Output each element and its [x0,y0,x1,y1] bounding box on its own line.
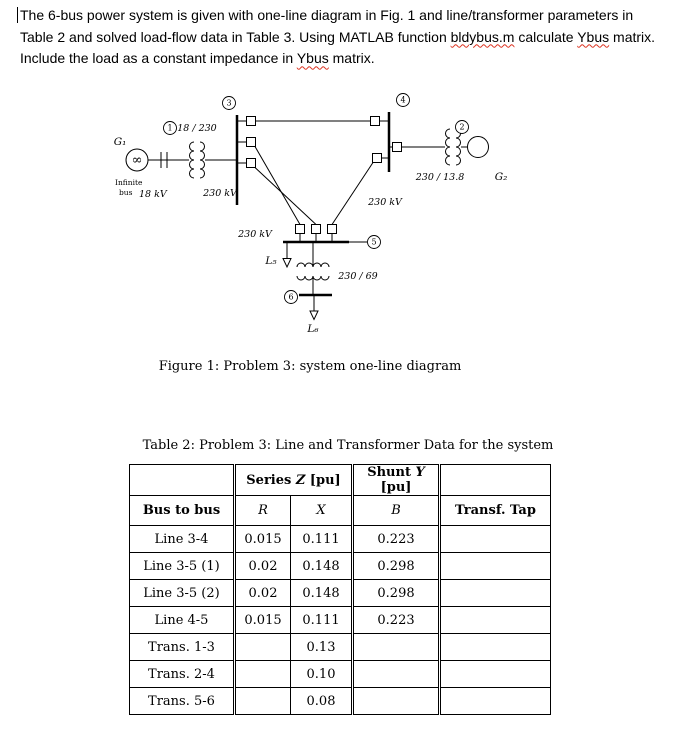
breaker-square [312,225,321,234]
statement-text: calculate [514,28,578,45]
misspelled-word: Ybus [577,28,610,45]
bus2-number: 2 [459,122,465,132]
transformer-5-6-ratio: 230 / 69 [338,271,378,282]
cell-branch: Line 4-5 [130,607,235,634]
cell-x: 0.10 [291,661,353,688]
figure-caption: Figure 1: Problem 3: system one-line diagram [158,359,462,374]
statement-text: The 6-bus power system is given with one-line diagram in Fig. 1 and line/transformer parameters in [20,7,634,23]
cell-x: 0.111 [291,526,353,553]
table-group-header-row [130,465,551,496]
breaker-square [247,159,256,168]
breaker-square [393,143,402,152]
table-column-header-row [130,496,551,526]
cell-r: 0.02 [235,580,291,607]
voltage-label-230kv-bus4: 230 kV [368,197,402,208]
transformer-2-4-ratio: 230 / 13.8 [415,172,465,183]
text-cursor [17,7,18,23]
cell-b: 0.298 [353,553,440,580]
transf-tap-header: Transf. Tap [440,496,551,526]
cell-r: 0.015 [235,607,291,634]
cell-b: 0.223 [353,607,440,634]
blank-cell [130,465,235,496]
cell-tap [440,526,551,553]
transformer-2-4-coil-left [446,129,450,165]
cell-tap [440,607,551,634]
cell-tap [440,553,551,580]
breaker-square [373,154,382,163]
g1-label: G₁ [113,136,127,148]
voltage-label-230kv-bus3: 230 kV [203,188,237,199]
cell-branch: Trans. 5-6 [130,688,235,715]
voltage-label-18kv: 18 kV [139,189,167,200]
statement-text: Table 2 and solved load-flow data in Table 3. Using MATLAB function [20,28,451,45]
bus4-number: 4 [400,95,406,105]
cell-b [353,688,440,715]
transformer-1-3-coil-right [200,142,205,178]
cell-x: 0.13 [291,634,353,661]
table-row [130,526,551,553]
statement-line-2 [20,27,692,49]
voltage-label-230kv-bus5: 230 kV [238,229,272,240]
x-header: X [291,496,353,526]
transformer-1-3-coil-left [190,142,195,178]
generator-g2-circle [468,137,489,158]
cell-branch: Line 3-5 (1) [130,553,235,580]
cell-branch: Line 3-5 (2) [130,580,235,607]
misspelled-word: Ybus [296,50,329,67]
statement-text: matrix. [328,50,375,67]
r-header: R [235,496,291,526]
breaker-square [247,138,256,147]
b-header: B [353,496,440,526]
cell-x: 0.111 [291,607,353,634]
table-row [130,688,551,715]
table-row [130,661,551,688]
line-3-5-2 [255,168,316,225]
bus5-number: 5 [371,237,377,247]
table-row [130,553,551,580]
table-row [130,580,551,607]
statement-line-3 [20,48,692,70]
cell-r [235,688,291,715]
bus3-number: 3 [226,98,232,108]
cell-tap [440,580,551,607]
infinite-bus-label-line1: Infinite [115,178,143,187]
bus-to-bus-header: Bus to bus [130,496,235,526]
cell-branch: Trans. 2-4 [130,661,235,688]
load-l5-arrowhead-icon [283,259,291,268]
breaker-square [371,117,380,126]
cell-r: 0.015 [235,526,291,553]
g2-label: G₂ [494,171,508,183]
transformer-2-4-coil-right [456,129,461,165]
cell-b: 0.298 [353,580,440,607]
cell-x: 0.148 [291,580,353,607]
cell-branch: Line 3-4 [130,526,235,553]
cell-tap [440,634,551,661]
cell-b [353,661,440,688]
statement-text: matrix. [609,28,656,45]
cell-b: 0.223 [353,526,440,553]
blank-cell [440,465,551,496]
cell-branch: Trans. 1-3 [130,634,235,661]
line-transformer-data-table [129,464,551,715]
infinity-icon: ∞ [131,153,143,168]
cell-r [235,634,291,661]
misspelled-word: bldybus.m [450,28,515,45]
table-row [130,607,551,634]
series-z-header: Series Z [pu] [235,465,353,496]
cell-tap [440,661,551,688]
line-4-5 [332,163,373,225]
breaker-square [296,225,305,234]
statement-text: Include the load as a constant impedance in [20,50,297,67]
load-l6-arrowhead-icon [310,311,318,320]
load-l5-label: L₅ [265,255,277,267]
one-line-diagram [95,85,575,353]
table-caption: Table 2: Problem 3: Line and Transformer Data for the system [142,438,554,453]
cell-r: 0.02 [235,553,291,580]
shunt-y-header: Shunt Y [pu] [353,465,440,496]
bus1-number: 1 [167,123,173,133]
breaker-square [247,117,256,126]
cell-x: 0.08 [291,688,353,715]
cell-x: 0.148 [291,553,353,580]
line-3-5-1 [255,147,300,225]
bus6-number: 6 [288,292,294,302]
infinite-bus-label-line2: bus [119,188,133,197]
breaker-square [328,225,337,234]
load-l6-label: L₆ [307,323,319,335]
cell-r [235,661,291,688]
problem-statement[interactable] [20,5,692,70]
statement-line-1 [20,5,692,27]
transformer-1-3-ratio: 18 / 230 [177,123,217,134]
cell-b [353,634,440,661]
table-row [130,634,551,661]
cell-tap [440,688,551,715]
